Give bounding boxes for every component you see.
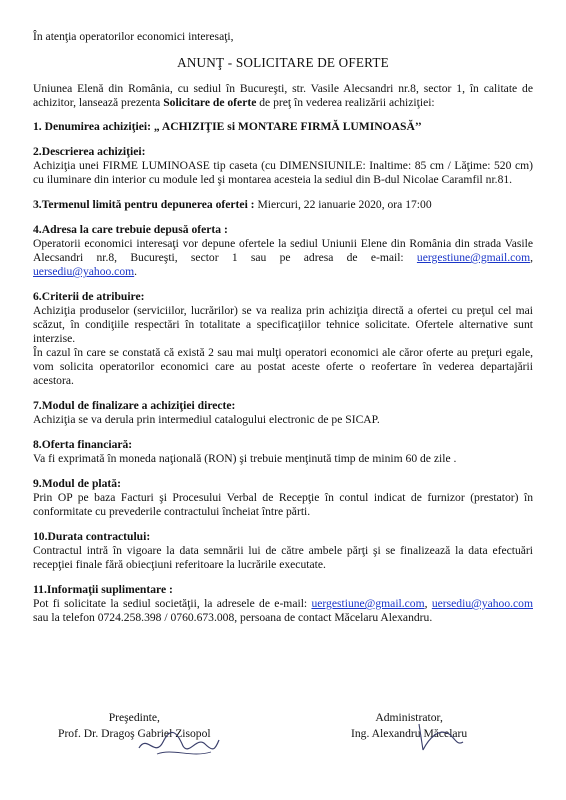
section-6-heading: 6.Criterii de atribuire: (33, 290, 145, 303)
section-2-body: Achiziţia unei FIRME LUMINOASE tip caseta (cu DIMENSIUNILE: Inaltime: 85 cm / Lăţime: 520 cm) cu iluminare din interior cu module led şi montarea acesteia la sediul din B-dul Nicolae Caramfil nr.81. (33, 159, 533, 186)
email-link-gmail[interactable]: uergestiune@gmail.com (416, 251, 531, 264)
section-4-heading: 4.Adresa la care trebuie depusă oferta : (33, 223, 228, 236)
section-11 (33, 583, 533, 625)
section-11-heading: 11.Informaţii suplimentare : (33, 583, 173, 596)
president-name: Prof. Dr. Dragoş Gabriel Zisopol (58, 727, 211, 740)
section-6-paragraph-1: Achiziţia produselor (serviciilor, lucrărilor) se va realiza prin achiziţia directă a ofertei cu preţul cel mai scăzut, în condiţiile respectări în totalitate a specificaţiilor tehnice solicitate. Ofertele alternative sunt interzise. (33, 304, 533, 345)
email-link-yahoo-2[interactable]: uersediu@yahoo.com (431, 597, 533, 610)
section-2-heading: 2.Descrierea achiziţiei: (33, 145, 146, 158)
period: . (134, 265, 138, 278)
section-6-paragraph-2: În cazul în care se constată că există 2 sau mai mulţi operatori economici ale căror oferte au preţuri egale, vom solicita operatorilor economici care au postat aceste oferte o reofertare în vederea departajării acestora. (33, 346, 533, 387)
section-9 (33, 477, 533, 519)
section-4-text: Operatorii economici interesaţi vor depune ofertele la sediul Uniunii Elene din România din strada Vasile Alecsandri nr.8, Bucureşti, sector 1 sau pe adresa de e-mail: (33, 237, 533, 264)
lead-bold-text: Solicitare de oferte (163, 96, 257, 109)
section-10-body: Contractul intră în vigoare la data semnării lui de către ambele părţi şi se finalizează la data efectuări recepţiei finale fără obiecţiuni referitoare la lucrările executate. (33, 544, 533, 571)
section-4 (33, 223, 533, 279)
section-8-heading: 8.Oferta financiară: (33, 438, 133, 451)
section-10-heading: 10.Durata contractului: (33, 530, 151, 543)
section-11-text-end: sau la telefon 0724.258.398 / 0760.673.008, persoana de contact Măcelaru Alexandru. (33, 611, 433, 624)
section-4-body (33, 237, 533, 279)
section-9-heading: 9.Modul de plată: (33, 477, 121, 490)
section-7 (33, 399, 533, 427)
section-7-heading: 7.Modul de finalizare a achiziţiei directe: (33, 399, 236, 412)
section-1 (33, 120, 533, 134)
email-link-yahoo[interactable]: uersediu@yahoo.com (33, 265, 135, 278)
section-6 (33, 290, 533, 388)
section-3-body: Miercuri, 22 ianuarie 2020, ora 17:00 (254, 198, 432, 211)
lead-text: Uniunea Elenă din România, cu sediul în Bucureşti, str. Vasile Alecsandri nr.8, sector 1, în calitate de achizitor, lansează prezenta (33, 82, 533, 109)
section-9-body: Prin OP pe baza Facturi şi Procesului Verbal de Recepţie în contul indicat de furnizor (prestator) în conformitate cu prevederile contractului încheiat între părti. (33, 491, 533, 518)
lead-paragraph (33, 82, 533, 110)
signature-block (33, 710, 533, 770)
section-11-text: Pot fi solicitate la sediul societăţii, la adresele de e-mail: (33, 597, 312, 610)
section-8 (33, 438, 533, 466)
document-page (33, 30, 533, 625)
email-link-gmail-2[interactable]: uergestiune@gmail.com (311, 597, 425, 610)
signature-scribble-right-icon (409, 720, 469, 754)
administrator-role: Administrator, (375, 711, 443, 724)
section-7-body: Achiziţia se va derula prin intermediul catalogului electronic de pe SICAP. (33, 413, 380, 426)
lead-text-end: de preţ în vederea realizării achiziţiei: (256, 96, 435, 109)
section-8-body: Va fi exprimată în moneda naţională (RON) şi trebuie menţinută timp de minim 60 de zile . (33, 452, 457, 465)
section-1-heading: 1. Denumirea achiziţiei: „ ACHIZIŢIE si MONTARE FIRMĂ LUMINOASĂ’’ (33, 120, 422, 133)
separator: , (530, 251, 533, 264)
intro-line: În atenţia operatorilor economici interesaţi, (33, 30, 234, 43)
administrator-name: Ing. Alexandru Măcelaru (351, 727, 468, 740)
document-title: ANUNŢ - SOLICITARE DE OFERTE (177, 55, 389, 70)
president-role: Preşedinte, (108, 711, 160, 724)
section-3-line (33, 198, 533, 212)
separator: , (424, 597, 432, 610)
section-2 (33, 145, 533, 187)
section-10 (33, 530, 533, 572)
section-3-heading: 3.Termenul limită pentru depunerea ofertei : (33, 198, 255, 211)
signature-scribble-left-icon (133, 728, 223, 762)
section-3 (33, 198, 533, 212)
section-11-body (33, 597, 533, 625)
